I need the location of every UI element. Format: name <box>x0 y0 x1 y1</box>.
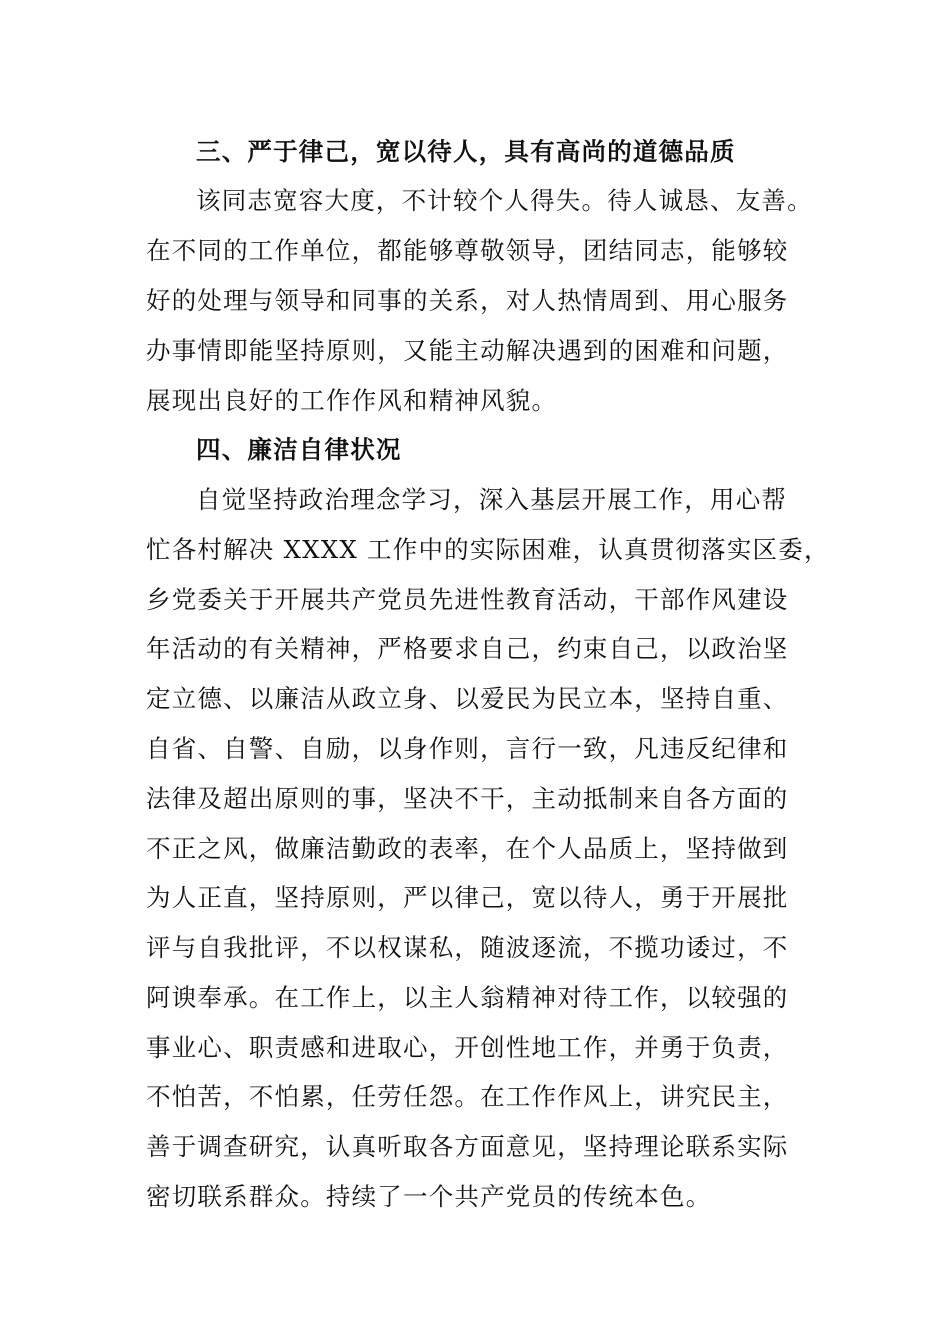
paragraph-line: 办事情即能坚持原则，又能主动解决遇到的困难和问题， <box>146 336 789 365</box>
paragraph-line: 忙各村解决 XXXX 工作中的实际困难，认真贯彻落实区委， <box>146 535 830 564</box>
paragraph-line: 为人正直，坚持原则，严以律己，宽以待人，勇于开展批 <box>146 883 789 912</box>
section-3-heading: 三、严于律己，宽以待人，具有高尚的道德品质 <box>196 137 736 166</box>
section-4-heading: 四、廉洁自律状况 <box>196 435 402 464</box>
paragraph-line: 自省、自警、自励，以身作则，言行一致，凡违反纪律和 <box>146 734 789 763</box>
paragraph-line: 年活动的有关精神，严格要求自己，约束自己，以政治坚 <box>146 634 789 663</box>
paragraph-line: 善于调查研究，认真听取各方面意见，坚持理论联系实际 <box>146 1132 789 1161</box>
paragraph-line: 该同志宽容大度，不计较个人得失。待人诚恳、友善。 <box>196 186 813 215</box>
paragraph-line: 法律及超出原则的事，坚决不干，主动抵制来自各方面的 <box>146 784 789 813</box>
paragraph-line: 评与自我批评，不以权谋私，随波逐流，不揽功诿过，不 <box>146 933 789 962</box>
paragraph-line: 阿谀奉承。在工作上，以主人翁精神对待工作，以较强的 <box>146 983 789 1012</box>
paragraph-line: 事业心、职责感和进取心，开创性地工作，并勇于负责， <box>146 1033 789 1062</box>
paragraph-line: 展现出良好的工作作风和精神风貌。 <box>146 386 558 415</box>
paragraph-line: 定立德、以廉洁从政立身、以爱民为民立本，坚持自重、 <box>146 684 789 713</box>
paragraph-line: 乡党委关于开展共产党员先进性教育活动，干部作风建设 <box>146 585 789 614</box>
paragraph-line: 密切联系群众。持续了一个共产党员的传统本色。 <box>146 1182 712 1211</box>
paragraph-line: 自觉坚持政治理念学习，深入基层开展工作，用心帮 <box>196 485 788 514</box>
paragraph-line: 不怕苦，不怕累，任劳任怨。在工作作风上，讲究民主， <box>146 1082 789 1111</box>
paragraph-line: 好的处理与领导和同事的关系，对人热情周到、用心服务 <box>146 286 789 315</box>
paragraph-line: 在不同的工作单位，都能够尊敬领导，团结同志，能够较 <box>146 236 789 265</box>
paragraph-line: 不正之风，做廉洁勤政的表率，在个人品质上，坚持做到 <box>146 834 789 863</box>
